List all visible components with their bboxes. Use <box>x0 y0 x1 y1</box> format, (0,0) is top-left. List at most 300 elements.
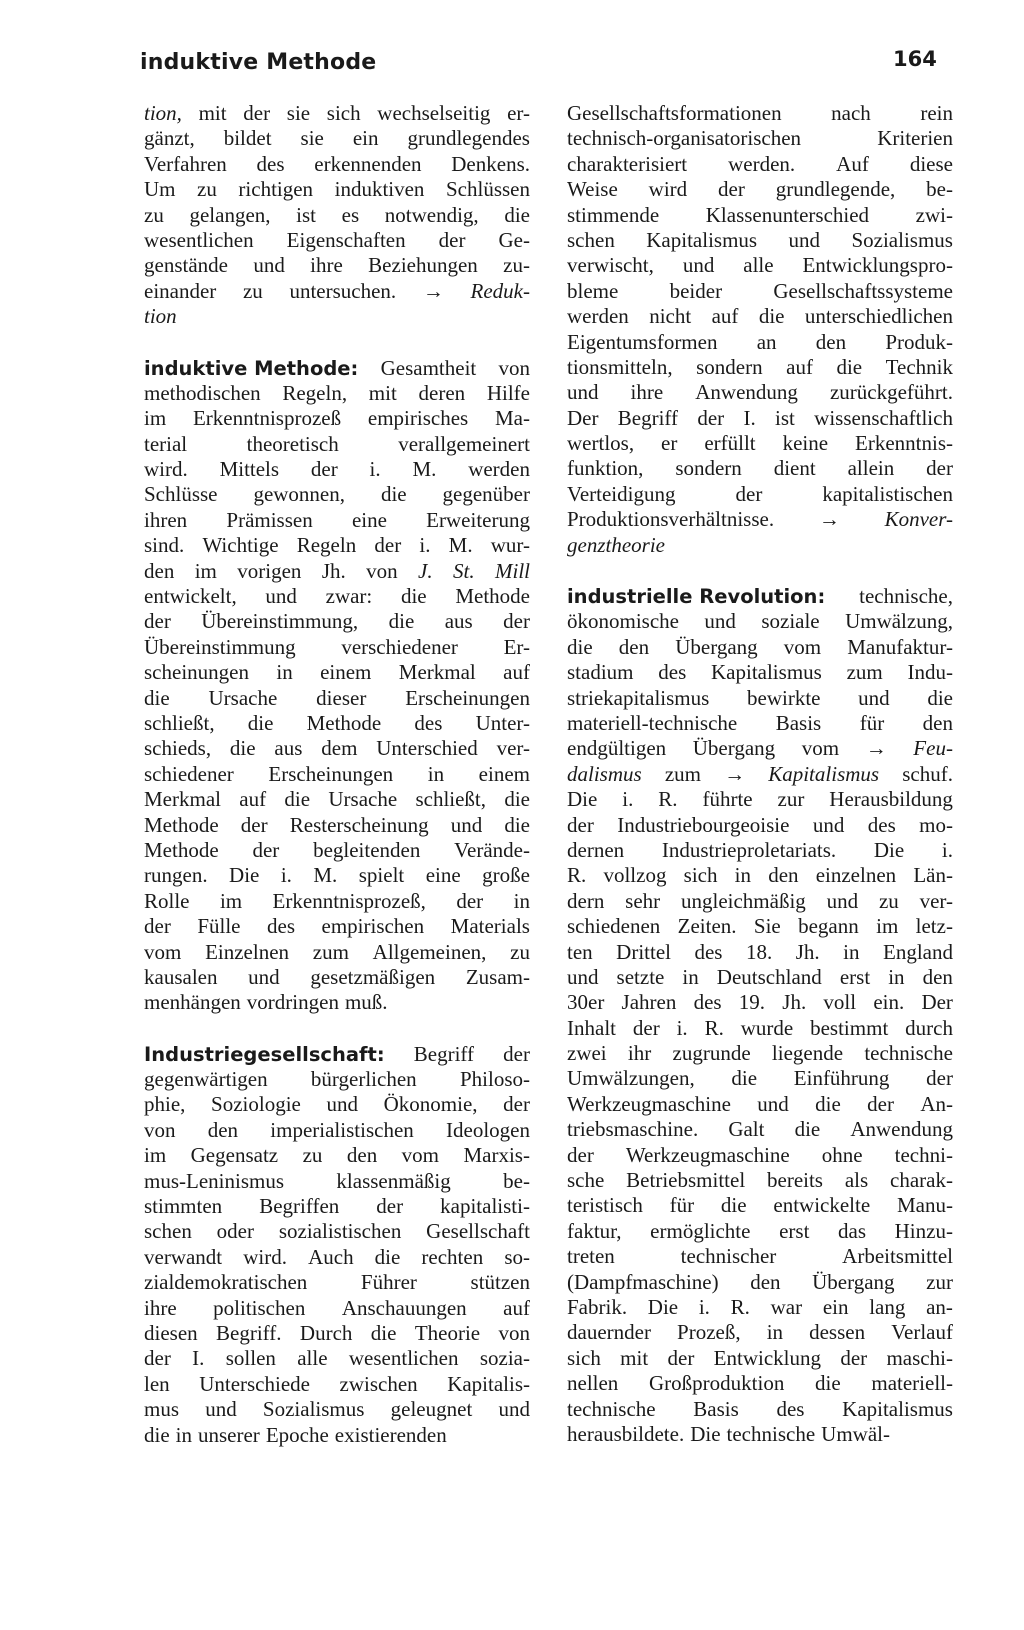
word: Mill <box>495 558 530 583</box>
word: zwei <box>567 1041 607 1066</box>
word: begleitenden <box>313 837 421 862</box>
word: den <box>922 964 953 989</box>
word: Anwendung <box>850 1117 953 1142</box>
text-line <box>144 736 530 761</box>
word: Verände- <box>454 837 530 862</box>
word: Kapitalismus <box>842 1396 953 1421</box>
word: 30er <box>567 990 605 1015</box>
word: Inhalt <box>567 1015 616 1040</box>
word: zur <box>926 1269 953 1294</box>
word: Jh. <box>795 939 820 964</box>
word: Die <box>567 787 598 812</box>
word: Begriff <box>413 1041 475 1066</box>
word: im <box>144 1143 167 1168</box>
text-line <box>144 813 530 838</box>
word: methodischen <box>144 380 261 405</box>
word: sich <box>567 1345 601 1370</box>
word: der <box>926 1066 953 1091</box>
word: von <box>144 1117 176 1142</box>
text-line <box>567 1244 953 1269</box>
word: Methode <box>455 584 530 609</box>
word: Erkenntnisprozeß, <box>272 888 426 913</box>
word: die <box>794 1117 821 1142</box>
word: den <box>207 1117 239 1142</box>
text-line <box>567 1016 953 1041</box>
word: maschi- <box>886 1345 953 1370</box>
word: Industriebourgeoisie <box>617 812 790 837</box>
word: den <box>815 329 847 354</box>
word: Umwäl- <box>821 1421 890 1446</box>
word: werden. <box>728 151 796 176</box>
word: Län- <box>913 863 953 888</box>
word: faktur, <box>567 1218 622 1243</box>
word: dem <box>321 736 358 761</box>
word: vollzog <box>603 863 667 888</box>
word: Werkzeugmaschine <box>567 1091 731 1116</box>
word: Schlüsse <box>144 482 218 507</box>
word: den <box>618 634 650 659</box>
word: Produk- <box>885 329 953 354</box>
word: die <box>836 354 863 379</box>
word: technischer <box>680 1244 777 1269</box>
word: stimmende <box>567 202 660 227</box>
text-line <box>144 711 530 736</box>
word: Unterschiede <box>199 1371 310 1396</box>
word: ein. <box>873 990 905 1015</box>
word: den <box>144 558 175 583</box>
word: charakterisiert <box>567 151 688 176</box>
word: theoretisch <box>246 431 339 456</box>
word: und <box>858 685 890 710</box>
word: Methode <box>144 812 219 837</box>
word: Zusam- <box>465 964 530 989</box>
text-line <box>144 457 530 482</box>
word: war <box>770 1294 803 1319</box>
text-line <box>144 432 530 457</box>
text-line <box>567 1219 953 1244</box>
entry-industriegesellschaft <box>144 1042 530 1448</box>
word: der <box>840 1345 868 1370</box>
text-line <box>144 406 530 431</box>
continuation-induktion <box>144 101 530 330</box>
word: sind. <box>144 533 185 558</box>
word: Philoso- <box>459 1067 530 1092</box>
text-line <box>144 177 530 202</box>
word: sozia- <box>479 1346 530 1371</box>
word: vom <box>783 634 822 659</box>
word: ihre <box>630 380 664 405</box>
word: genztheorie <box>567 532 665 557</box>
word: dalismus <box>567 761 642 786</box>
text-line <box>567 813 953 838</box>
word: mus-Leninismus <box>144 1168 284 1193</box>
word: untersuchen. <box>289 278 397 303</box>
word: wird. <box>144 457 188 482</box>
word: Erscheinungen <box>405 685 530 710</box>
text-line <box>567 1371 953 1396</box>
word: des <box>867 812 896 837</box>
word: ermöglichte <box>650 1218 751 1243</box>
word: materiell-technische <box>567 710 738 735</box>
entry-headword: induktive Methode: <box>144 356 359 380</box>
text-line <box>144 559 530 584</box>
word: Die <box>229 863 260 888</box>
word: technische <box>864 1041 953 1066</box>
word: der <box>718 177 745 202</box>
entry-induktive-methode <box>144 356 530 1016</box>
word: M. <box>448 533 473 558</box>
text-line <box>144 1321 530 1346</box>
word: ver- <box>919 888 953 913</box>
word: soziale <box>761 609 820 634</box>
text-line <box>144 126 530 151</box>
word: verschiedener <box>341 634 458 659</box>
word: Methode <box>144 837 219 862</box>
word: einzelnen <box>815 863 897 888</box>
text-line <box>567 1066 953 1091</box>
word: Schlüssen <box>445 177 530 202</box>
word: die <box>370 1320 397 1345</box>
text-line <box>567 965 953 990</box>
word: M. <box>313 863 338 888</box>
entry-headword: Industriegesellschaft: <box>144 1042 385 1066</box>
word: technisch-organisatorischen <box>567 126 802 151</box>
word: Unterschied <box>376 736 478 761</box>
word: die <box>504 202 530 227</box>
word: dient <box>773 456 816 481</box>
word: sche <box>567 1168 605 1193</box>
text-line <box>144 609 530 634</box>
word: treten <box>567 1244 615 1269</box>
word: sich <box>683 863 718 888</box>
word: schen <box>144 1219 192 1244</box>
word: grundlegendes <box>407 126 530 151</box>
word: kapitalisti- <box>440 1194 530 1219</box>
word: Verteidigung <box>567 481 676 506</box>
text-line <box>144 253 530 278</box>
word: die <box>927 685 953 710</box>
text-line <box>144 152 530 177</box>
word: der <box>310 457 338 482</box>
word: St. <box>453 558 475 583</box>
word: der <box>144 1346 171 1371</box>
word: zu <box>242 278 263 303</box>
text-line <box>144 1194 530 1219</box>
word: und <box>498 1397 530 1422</box>
word: Jahren <box>621 990 677 1015</box>
word: stadium <box>567 660 634 685</box>
word: liegende <box>771 1041 844 1066</box>
text-line <box>567 507 953 532</box>
word: wesentlichen <box>144 227 254 252</box>
word: in <box>513 888 530 913</box>
text-line <box>567 940 953 965</box>
word: dessen <box>809 1320 866 1345</box>
word: Kapitalismus <box>768 761 880 786</box>
word: ein <box>352 126 379 151</box>
word: lang <box>869 1294 906 1319</box>
word: Drittel <box>616 939 671 964</box>
word: Führer <box>360 1270 417 1295</box>
word: Ursache <box>328 787 398 812</box>
word: der <box>438 227 466 252</box>
word: und <box>253 253 285 278</box>
word: setzte <box>616 964 665 989</box>
word: die <box>144 685 170 710</box>
word: R. <box>658 787 678 812</box>
word: einem <box>478 761 530 786</box>
word: die <box>567 634 593 659</box>
text-line <box>567 838 953 863</box>
word: den <box>346 1143 378 1168</box>
text-line <box>567 431 953 456</box>
word: kausalen <box>144 964 218 989</box>
word: und <box>788 227 821 252</box>
word: des <box>267 914 295 939</box>
word: technische, <box>859 584 953 609</box>
text-line <box>144 1397 530 1422</box>
word: mit <box>368 380 397 405</box>
text-line <box>567 456 953 481</box>
word: im <box>144 406 167 431</box>
word: Erscheinungen <box>268 761 394 786</box>
word: existierenden <box>334 1422 447 1447</box>
word: deren <box>418 380 466 405</box>
word: Manufaktur- <box>847 634 953 659</box>
word: wertlos, <box>567 431 635 456</box>
text-line <box>144 1143 530 1168</box>
word: in <box>734 863 751 888</box>
word: technische <box>726 1421 816 1446</box>
word: ten <box>567 939 593 964</box>
text-line <box>567 253 953 278</box>
word: die <box>380 482 407 507</box>
word: in <box>175 1422 192 1447</box>
text-line <box>144 1245 530 1270</box>
text-line <box>567 380 953 405</box>
word: verwischt, <box>567 253 654 278</box>
word: Erweiterung <box>426 507 530 532</box>
word: schiedenen <box>567 914 661 939</box>
word: ein <box>822 1294 849 1319</box>
word: Konver- <box>884 507 953 532</box>
paragraph-gap <box>144 1016 530 1042</box>
word: und <box>826 888 859 913</box>
word: Sozialismus <box>262 1397 365 1422</box>
word: empirisches <box>367 406 469 431</box>
word: in <box>843 939 860 964</box>
text-line <box>567 914 953 939</box>
word: Werkzeugmaschine <box>625 1142 790 1167</box>
word: Kriterien <box>877 126 953 151</box>
word: des <box>658 660 687 685</box>
text-line <box>144 101 530 126</box>
word: Denkens. <box>451 151 530 176</box>
text-line <box>567 635 953 660</box>
word: mit <box>198 101 227 125</box>
word: Allgemeinen, <box>372 939 487 964</box>
text-line <box>567 711 953 736</box>
word: Indu- <box>907 660 953 685</box>
text-line <box>144 762 530 787</box>
text-line <box>567 1168 953 1193</box>
word: Der <box>567 405 599 430</box>
word: mus <box>144 1397 180 1422</box>
word: zurückgeführt. <box>829 380 953 405</box>
text-line <box>567 609 953 634</box>
word: tionsmitteln, <box>567 354 673 379</box>
word: Großproduktion <box>649 1371 785 1396</box>
word: J. <box>418 558 433 583</box>
word: alle <box>297 1346 328 1371</box>
word: ihren <box>144 507 188 532</box>
word: des <box>776 1396 805 1421</box>
word: induktiven <box>334 177 425 202</box>
word: Merkmal <box>398 660 476 685</box>
left-column <box>144 101 530 1448</box>
word: notwendig, <box>384 202 479 227</box>
text-line <box>144 1118 530 1143</box>
word: als <box>844 1168 869 1193</box>
word: Arbeitsmittel <box>842 1244 953 1269</box>
word: sich <box>326 101 361 125</box>
word: Verlauf <box>891 1320 953 1345</box>
word: gegenwärtigen <box>144 1067 268 1092</box>
text-line <box>567 304 953 329</box>
word: für <box>859 710 885 735</box>
word: Umwälzung, <box>845 609 953 634</box>
word: der <box>243 101 271 125</box>
word: vom <box>144 939 182 964</box>
word: phie, <box>144 1092 186 1117</box>
word: imperialistischen <box>270 1117 414 1142</box>
word: 18. <box>745 939 773 964</box>
text-line <box>144 1346 530 1371</box>
word: technische <box>567 1396 656 1421</box>
word: (Dampfmaschine) <box>567 1269 719 1294</box>
word: be- <box>503 1168 530 1193</box>
word: Soziologie <box>211 1092 301 1117</box>
word: der <box>632 1015 660 1040</box>
word: der <box>567 812 594 837</box>
word: I. <box>743 405 756 430</box>
word: von <box>498 355 530 380</box>
text-line <box>144 356 530 381</box>
word: Gesellschaft <box>426 1219 530 1244</box>
word: Manu- <box>896 1193 953 1218</box>
word: wur- <box>490 533 530 558</box>
word: der <box>867 1091 894 1116</box>
word: Sozialismus <box>851 227 953 252</box>
word: Beziehungen <box>368 253 478 278</box>
word: zwi- <box>915 202 953 227</box>
cross-reference-arrow: → <box>865 736 887 761</box>
word: dauernder <box>567 1320 651 1345</box>
word: und <box>567 380 599 405</box>
word: die <box>229 736 256 761</box>
text-line <box>567 1295 953 1320</box>
text-line <box>144 533 530 558</box>
word: führte <box>702 787 753 812</box>
word: Unter- <box>475 710 530 735</box>
word: R. <box>704 1015 724 1040</box>
text-line <box>567 1193 953 1218</box>
word: erst <box>779 1218 810 1243</box>
word: durch <box>905 1015 953 1040</box>
word: Kapitalismus <box>646 227 758 252</box>
word: endgültigen <box>567 736 667 761</box>
word: Prozeß, <box>677 1320 741 1345</box>
word: Übereinstimmung, <box>201 609 359 634</box>
word: politischen <box>213 1295 306 1320</box>
word: i. <box>698 1294 710 1319</box>
word: tion <box>144 304 177 329</box>
word: schließt, <box>144 710 215 735</box>
word: die <box>388 609 415 634</box>
word: Ideologen <box>446 1117 530 1142</box>
word: einander <box>144 278 217 303</box>
text-line <box>567 1320 953 1345</box>
word: Begriffen <box>259 1194 340 1219</box>
word: auf <box>239 787 267 812</box>
word: Ge- <box>498 227 530 252</box>
word: der <box>503 1092 530 1117</box>
word: im <box>194 558 217 583</box>
word: Merkmal <box>144 787 221 812</box>
word: in <box>766 1320 784 1345</box>
word: zu <box>197 177 217 202</box>
word: des <box>414 710 443 735</box>
word: zugrunde <box>672 1041 751 1066</box>
text-line <box>567 203 953 228</box>
word: bereits <box>767 1168 823 1193</box>
word: Fülle <box>197 914 241 939</box>
word: diese <box>909 151 953 176</box>
word: Übergang <box>812 1269 895 1294</box>
word: Theorie <box>414 1320 481 1345</box>
word: der <box>374 533 402 558</box>
word: der <box>667 1345 695 1370</box>
word: auf <box>711 304 739 329</box>
word: rechten <box>421 1244 484 1269</box>
word: zu <box>878 888 899 913</box>
word: die <box>731 1066 758 1091</box>
word: Übergang <box>692 736 776 761</box>
word: vom <box>801 736 840 761</box>
word: Um <box>144 177 176 202</box>
word: des <box>694 939 723 964</box>
word: den <box>922 710 953 735</box>
word: zwar: <box>325 584 373 609</box>
word: sehr <box>625 888 661 913</box>
word: von <box>498 1320 530 1345</box>
word: keine <box>782 431 829 456</box>
word: Gegensatz <box>190 1143 279 1168</box>
text-line <box>567 101 953 126</box>
word: mo- <box>919 812 953 837</box>
word: i. <box>280 863 292 888</box>
text-line <box>567 660 953 685</box>
word: bürgerlichen <box>310 1067 417 1092</box>
text-line <box>144 965 530 990</box>
word: Industrieproletariats. <box>661 837 837 862</box>
word: Auch <box>308 1244 354 1269</box>
text-line <box>567 355 953 380</box>
word: erfüllt <box>704 431 756 456</box>
word: begann <box>798 914 859 939</box>
continuation-industriegesellschaft <box>567 101 953 558</box>
word: I. <box>192 1346 205 1371</box>
